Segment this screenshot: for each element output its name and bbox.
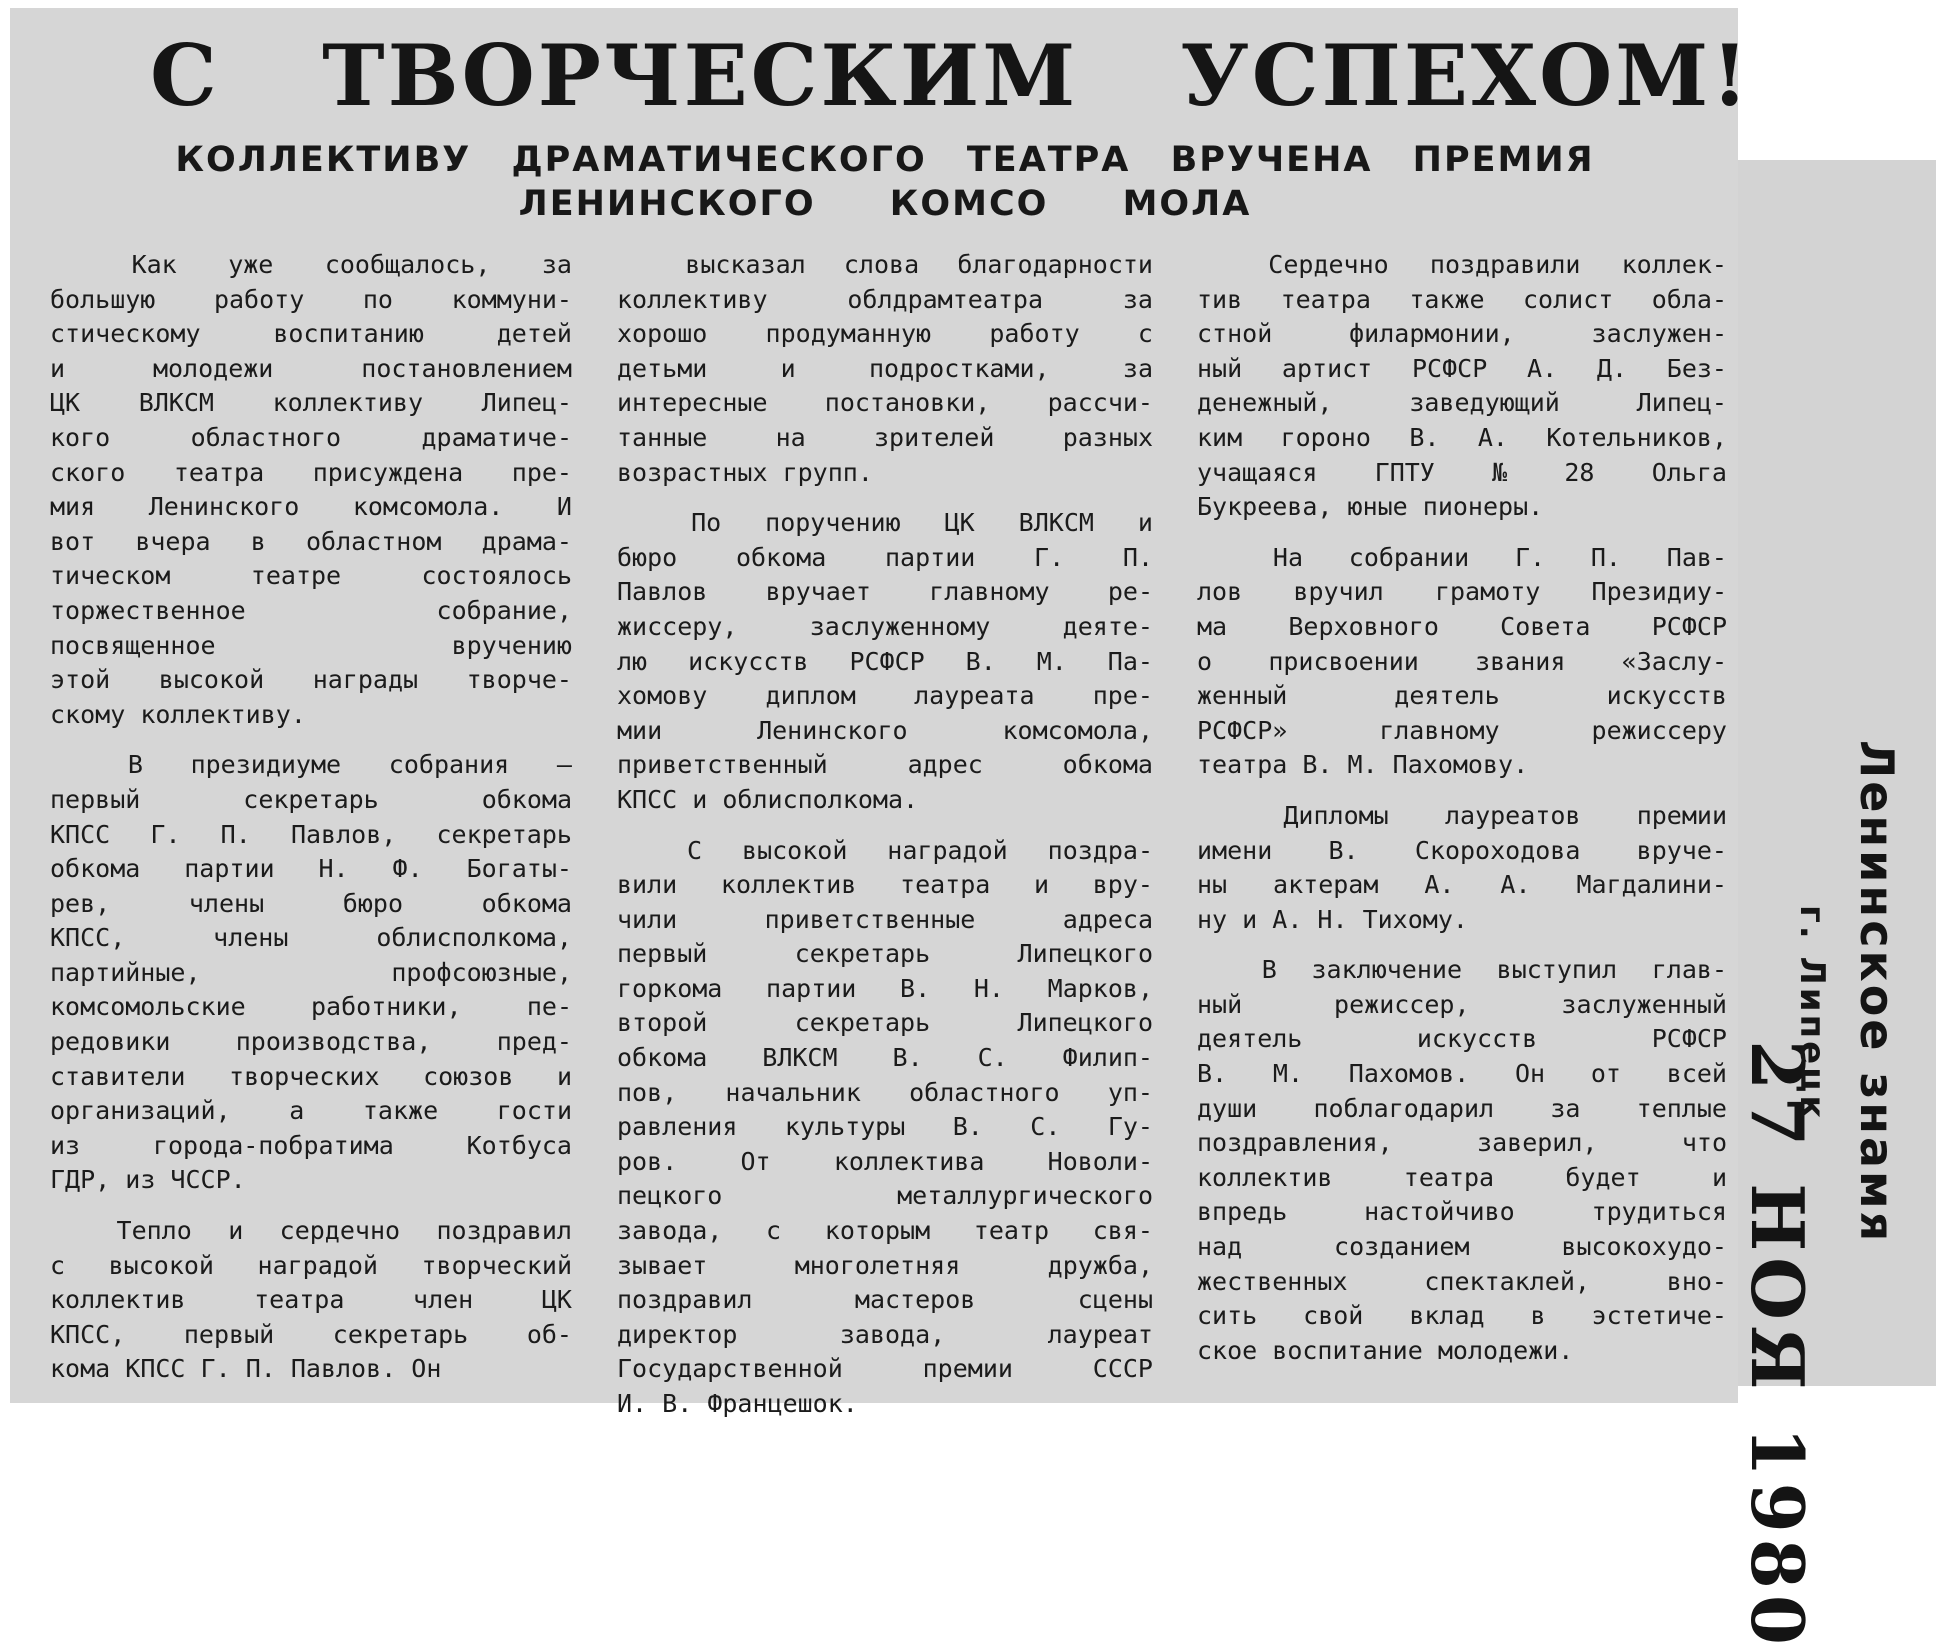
text-line: ну и А. Н. Тихому. <box>1197 904 1468 934</box>
text-line: Государственной премии СССР <box>617 1354 1153 1384</box>
text-line: равления культуры В. С. Гу- <box>617 1112 1153 1142</box>
text-line: В заключение выступил глав- <box>1261 955 1727 985</box>
text-line: кома КПСС Г. П. Павлов. Он <box>50 1354 442 1384</box>
text-line: горкома партии В. Н. Марков, <box>617 973 1153 1003</box>
text-line: женный деятель искусств <box>1197 681 1727 711</box>
text-line: танные на зрителей разных <box>617 422 1153 452</box>
text-line: чили приветственные адреса <box>617 904 1153 934</box>
text-line: деятель искусств РСФСР <box>1197 1024 1727 1054</box>
text-line: Дипломы лауреатов премии <box>1283 800 1727 830</box>
text-line: обкома партии Н. Ф. Богаты- <box>50 854 572 884</box>
text-line: первый секретарь обкома <box>50 784 572 814</box>
paragraph-gap <box>1197 937 1727 953</box>
text-line: Как уже сообщалось, за <box>131 250 572 279</box>
text-line: завода, с которым театр свя- <box>617 1216 1153 1246</box>
text-line: сить свой вклад в эстетиче- <box>1197 1301 1727 1331</box>
text-line: Сердечно поздравили коллек- <box>1268 250 1727 279</box>
text-line: второй секретарь Липецкого <box>617 1008 1153 1038</box>
text-line: И. В. Францешок. <box>617 1389 858 1418</box>
text-line: и молодежи постановлением <box>50 353 572 383</box>
text-line: Букреева, юные пионеры. <box>1197 492 1544 522</box>
text-line: о присвоении звания «Заслу- <box>1197 646 1727 676</box>
article-paragraph <box>1197 953 1727 1368</box>
text-line: театра В. М. Пахомову. <box>1197 750 1529 780</box>
text-line: этой высокой награды творче- <box>50 665 572 695</box>
headline: С ТВОРЧЕСКИМ УСПЕХОМ! <box>150 26 1752 125</box>
text-line: большую работу по коммуни- <box>50 284 572 314</box>
text-line: возрастных групп. <box>617 457 873 487</box>
text-line: поздравления, заверил, что <box>1197 1128 1727 1158</box>
text-line: ЦК ВЛКСМ коллективу Липец- <box>50 388 572 418</box>
article-paragraph <box>617 834 1153 1422</box>
article-column-3 <box>1197 248 1727 1368</box>
text-line: стическому воспитанию детей <box>50 319 572 349</box>
stamp-newspaper-name: Ленинское знамя <box>1850 740 1904 1245</box>
article-paragraph <box>50 1214 572 1387</box>
text-line: интересные постановки, рассчи- <box>617 388 1153 418</box>
text-line: КПСС, члены облисполкома, <box>50 923 572 953</box>
text-line: пов, начальник областного уп- <box>617 1077 1153 1107</box>
text-line: впредь настойчиво трудиться <box>1197 1197 1727 1227</box>
subheadline-line-2: ЛЕНИНСКОГО КОМСО МОЛА <box>518 184 1252 224</box>
text-line: партийные, профсоюзные, <box>50 957 572 987</box>
text-line: стной филармонии, заслужен- <box>1197 319 1727 349</box>
text-line: кого областного драматиче- <box>50 422 572 452</box>
text-line: В президиуме собрания — <box>127 750 572 780</box>
text-line: торжественное собрание, <box>50 595 572 625</box>
text-line: жиссеру, заслуженному деяте- <box>617 611 1153 641</box>
article-paragraph <box>50 748 572 1198</box>
text-line: из города-побратима Котбуса <box>50 1130 572 1160</box>
text-line: ров. От коллектива Новоли- <box>617 1146 1153 1176</box>
text-line: По поручению ЦК ВЛКСМ и <box>691 508 1153 538</box>
text-line: ный режиссер, заслуженный <box>1197 989 1727 1019</box>
paragraph-gap <box>50 1198 572 1214</box>
text-line: ный артист РСФСР А. Д. Без- <box>1197 353 1727 383</box>
text-line: ского театра присуждена пре- <box>50 457 572 487</box>
article-paragraph <box>1197 799 1727 937</box>
text-line: детьми и подростками, за <box>617 353 1153 383</box>
article-paragraph <box>1197 541 1727 783</box>
article-paragraph <box>617 506 1153 817</box>
text-line: В. М. Пахомов. Он от всей <box>1197 1059 1727 1089</box>
article-paragraph <box>50 248 572 732</box>
text-line: вот вчера в областном драма- <box>50 526 572 556</box>
text-line: приветственный адрес обкома <box>617 750 1153 780</box>
text-line: бюро обкома партии Г. П. <box>617 542 1153 572</box>
text-line: рев, члены бюро обкома <box>50 888 572 918</box>
text-line: коллективу облдрамтеатра за <box>617 284 1153 314</box>
text-line: коллектив театра член ЦК <box>50 1285 572 1315</box>
text-line: ское воспитание молодежи. <box>1197 1335 1574 1365</box>
text-line: На собрании Г. П. Пав- <box>1272 542 1727 572</box>
paragraph-gap <box>50 732 572 748</box>
text-line: комсомольские работники, пе- <box>50 992 572 1022</box>
text-line: мии Ленинского комсомола, <box>617 715 1153 745</box>
text-line: организаций, а также гости <box>50 1096 572 1126</box>
article-paragraph <box>617 248 1153 490</box>
text-line: ставители творческих союзов и <box>50 1061 572 1091</box>
text-line: жественных спектаклей, вно- <box>1197 1266 1727 1296</box>
text-line: редовики производства, пред- <box>50 1027 572 1057</box>
paragraph-gap <box>617 818 1153 834</box>
text-line: лов вручил грамоту Президиу- <box>1197 577 1727 607</box>
text-line: вили коллектив театра и вру- <box>617 870 1153 900</box>
text-line: зывает многолетняя дружба, <box>617 1250 1153 1280</box>
text-line: пецкого металлургического <box>617 1181 1153 1211</box>
text-line: КПСС и облисполкома. <box>617 784 919 814</box>
paragraph-gap <box>1197 525 1727 541</box>
text-line: поздравил мастеров сцены <box>617 1285 1153 1315</box>
text-line: с высокой наградой творческий <box>50 1250 572 1280</box>
text-line: КПСС Г. П. Павлов, секретарь <box>50 819 572 849</box>
text-line: С высокой наградой поздра- <box>687 835 1153 865</box>
subheadline-line-1: КОЛЛЕКТИВУ ДРАМАТИЧЕСКОГО ТЕАТРА ВРУЧЕНА ПРЕМИЯ <box>175 140 1595 180</box>
text-line: первый секретарь Липецкого <box>617 939 1153 969</box>
text-line: директор завода, лауреат <box>617 1319 1153 1349</box>
text-line: КПСС, первый секретарь об- <box>50 1319 572 1349</box>
article-paragraph <box>1197 248 1727 525</box>
stamp-date: 27 НОЯ 1980 <box>1735 1040 1820 1651</box>
article-column-1 <box>50 248 572 1387</box>
stamp-city: г. Липецк <box>1792 905 1832 1122</box>
text-line: Тепло и сердечно поздравил <box>116 1216 572 1246</box>
article-column-2 <box>617 248 1153 1422</box>
text-line: денежный, заведующий Липец- <box>1197 388 1727 418</box>
text-line: лю искусств РСФСР В. М. Па- <box>617 646 1153 676</box>
text-line: посвященное вручению <box>50 630 572 660</box>
text-line: над созданием высокохудо- <box>1197 1232 1727 1262</box>
text-line: Павлов вручает главному ре- <box>617 577 1153 607</box>
text-line: души поблагодарил за теплые <box>1197 1093 1727 1123</box>
text-line: ны актерам А. А. Магдалини- <box>1197 870 1727 900</box>
text-line: высказал слова благодарности <box>685 250 1153 279</box>
text-line: ким гороно В. А. Котельников, <box>1197 422 1727 452</box>
paragraph-gap <box>1197 783 1727 799</box>
text-line: мия Ленинского комсомола. И <box>50 492 572 522</box>
text-line: тическом театре состоялось <box>50 561 572 591</box>
text-line: РСФСР» главному режиссеру <box>1197 715 1727 745</box>
text-line: имени В. Скороходова вруче- <box>1197 835 1727 865</box>
text-line: хорошо продуманную работу с <box>617 319 1153 349</box>
text-line: ГДР, из ЧССР. <box>50 1165 246 1195</box>
text-line: ма Верховного Совета РСФСР <box>1197 611 1727 641</box>
text-line: обкома ВЛКСМ В. С. Филип- <box>617 1043 1153 1073</box>
text-line: коллектив театра будет и <box>1197 1162 1727 1192</box>
text-line: скому коллективу. <box>50 699 306 729</box>
text-line: учащаяся ГПТУ № 28 Ольга <box>1197 457 1727 487</box>
paragraph-gap <box>617 490 1153 506</box>
text-line: хомову диплом лауреата пре- <box>617 681 1153 711</box>
text-line: тив театра также солист обла- <box>1197 284 1727 314</box>
